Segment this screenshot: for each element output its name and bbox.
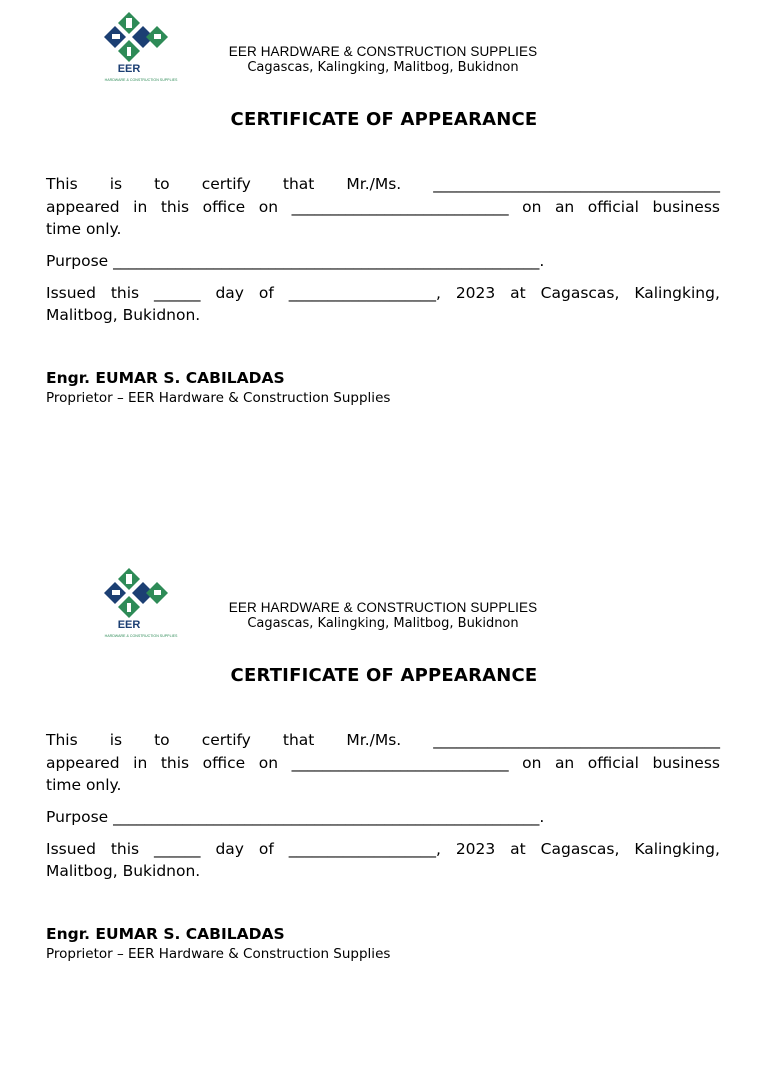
time-only-line: time only. bbox=[46, 220, 122, 238]
purpose-line: Purpose _______________________________________________________. bbox=[46, 252, 545, 270]
word: is bbox=[109, 731, 123, 749]
word: on bbox=[258, 198, 279, 216]
location-line: Malitbog, Bukidnon. bbox=[46, 862, 201, 880]
word: this bbox=[160, 198, 190, 216]
word: in bbox=[133, 754, 148, 772]
word: business bbox=[652, 198, 720, 216]
day-blank: ______ bbox=[154, 284, 201, 302]
certificate-2 bbox=[0, 556, 768, 1068]
word: business bbox=[652, 754, 720, 772]
word: of bbox=[258, 840, 274, 858]
word: appeared bbox=[46, 754, 120, 772]
time-only-line: time only. bbox=[46, 776, 122, 794]
company-address: Cagascas, Kalingking, Malitbog, Bukidnon bbox=[247, 60, 519, 75]
eer-logo-icon bbox=[104, 10, 178, 84]
word: that bbox=[282, 175, 315, 193]
signatory-name: Engr. EUMAR S. CABILADAS bbox=[46, 925, 285, 943]
word: this bbox=[110, 840, 140, 858]
word: Issued bbox=[46, 284, 96, 302]
word: an bbox=[554, 198, 575, 216]
purpose-line: Purpose _______________________________________________________. bbox=[46, 808, 545, 826]
word: on bbox=[258, 754, 279, 772]
issued-line bbox=[46, 284, 720, 302]
word: that bbox=[282, 731, 315, 749]
name-blank: _____________________________________ bbox=[433, 175, 720, 193]
word: this bbox=[160, 754, 190, 772]
word: Mr./Ms. bbox=[346, 175, 402, 193]
word: Kalingking, bbox=[634, 840, 720, 858]
signatory-position: Proprietor – EER Hardware & Construction Supplies bbox=[46, 390, 391, 406]
date-blank: ____________________________ bbox=[291, 754, 509, 772]
company-address: Cagascas, Kalingking, Malitbog, Bukidnon bbox=[247, 616, 519, 631]
word: office bbox=[202, 198, 246, 216]
logo-text: EER bbox=[117, 63, 141, 75]
word: an bbox=[554, 754, 575, 772]
certificate-1 bbox=[0, 0, 768, 512]
certificate-title: CERTIFICATE OF APPEARANCE bbox=[230, 109, 538, 130]
logo-tagline: HARDWARE & CONSTRUCTION SUPPLIES bbox=[104, 634, 178, 638]
company-logo bbox=[104, 566, 178, 640]
eer-logo-icon bbox=[104, 566, 178, 640]
certify-line bbox=[46, 731, 720, 749]
word: office bbox=[202, 754, 246, 772]
word: Kalingking, bbox=[634, 284, 720, 302]
word: to bbox=[154, 175, 170, 193]
word: to bbox=[154, 731, 170, 749]
certificate-title: CERTIFICATE OF APPEARANCE bbox=[230, 665, 538, 686]
appeared-line bbox=[46, 198, 720, 216]
word: on bbox=[522, 754, 542, 772]
logo-text: EER bbox=[117, 619, 141, 631]
word: certify bbox=[201, 731, 251, 749]
word: day bbox=[215, 284, 244, 302]
word: Issued bbox=[46, 840, 96, 858]
appeared-line bbox=[46, 754, 720, 772]
logo-tagline: HARDWARE & CONSTRUCTION SUPPLIES bbox=[104, 78, 178, 82]
word: at bbox=[510, 284, 526, 302]
word: Mr./Ms. bbox=[346, 731, 402, 749]
word: This bbox=[46, 731, 78, 749]
month-blank: ___________________, bbox=[288, 840, 441, 858]
word: of bbox=[258, 284, 274, 302]
word: Cagascas, bbox=[540, 840, 620, 858]
company-header bbox=[200, 600, 566, 632]
word: official bbox=[587, 198, 639, 216]
day-blank: ______ bbox=[154, 840, 201, 858]
year: 2023 bbox=[455, 840, 496, 858]
company-name: EER HARDWARE & CONSTRUCTION SUPPLIES bbox=[228, 600, 538, 615]
word: day bbox=[215, 840, 244, 858]
word: appeared bbox=[46, 198, 120, 216]
word: this bbox=[110, 284, 140, 302]
company-header bbox=[200, 44, 566, 76]
location-line: Malitbog, Bukidnon. bbox=[46, 306, 201, 324]
certify-line bbox=[46, 175, 720, 193]
word: official bbox=[587, 754, 639, 772]
signatory-name: Engr. EUMAR S. CABILADAS bbox=[46, 369, 285, 387]
word: on bbox=[522, 198, 542, 216]
word: is bbox=[109, 175, 123, 193]
word: at bbox=[510, 840, 526, 858]
issued-line bbox=[46, 840, 720, 858]
signatory-position: Proprietor – EER Hardware & Construction Supplies bbox=[46, 946, 391, 962]
word: Cagascas, bbox=[540, 284, 620, 302]
year: 2023 bbox=[455, 284, 496, 302]
date-blank: ____________________________ bbox=[291, 198, 509, 216]
company-name: EER HARDWARE & CONSTRUCTION SUPPLIES bbox=[228, 44, 538, 59]
name-blank: _____________________________________ bbox=[433, 731, 720, 749]
company-logo bbox=[104, 10, 178, 84]
word: This bbox=[46, 175, 78, 193]
word: in bbox=[133, 198, 148, 216]
month-blank: ___________________, bbox=[288, 284, 441, 302]
word: certify bbox=[201, 175, 251, 193]
